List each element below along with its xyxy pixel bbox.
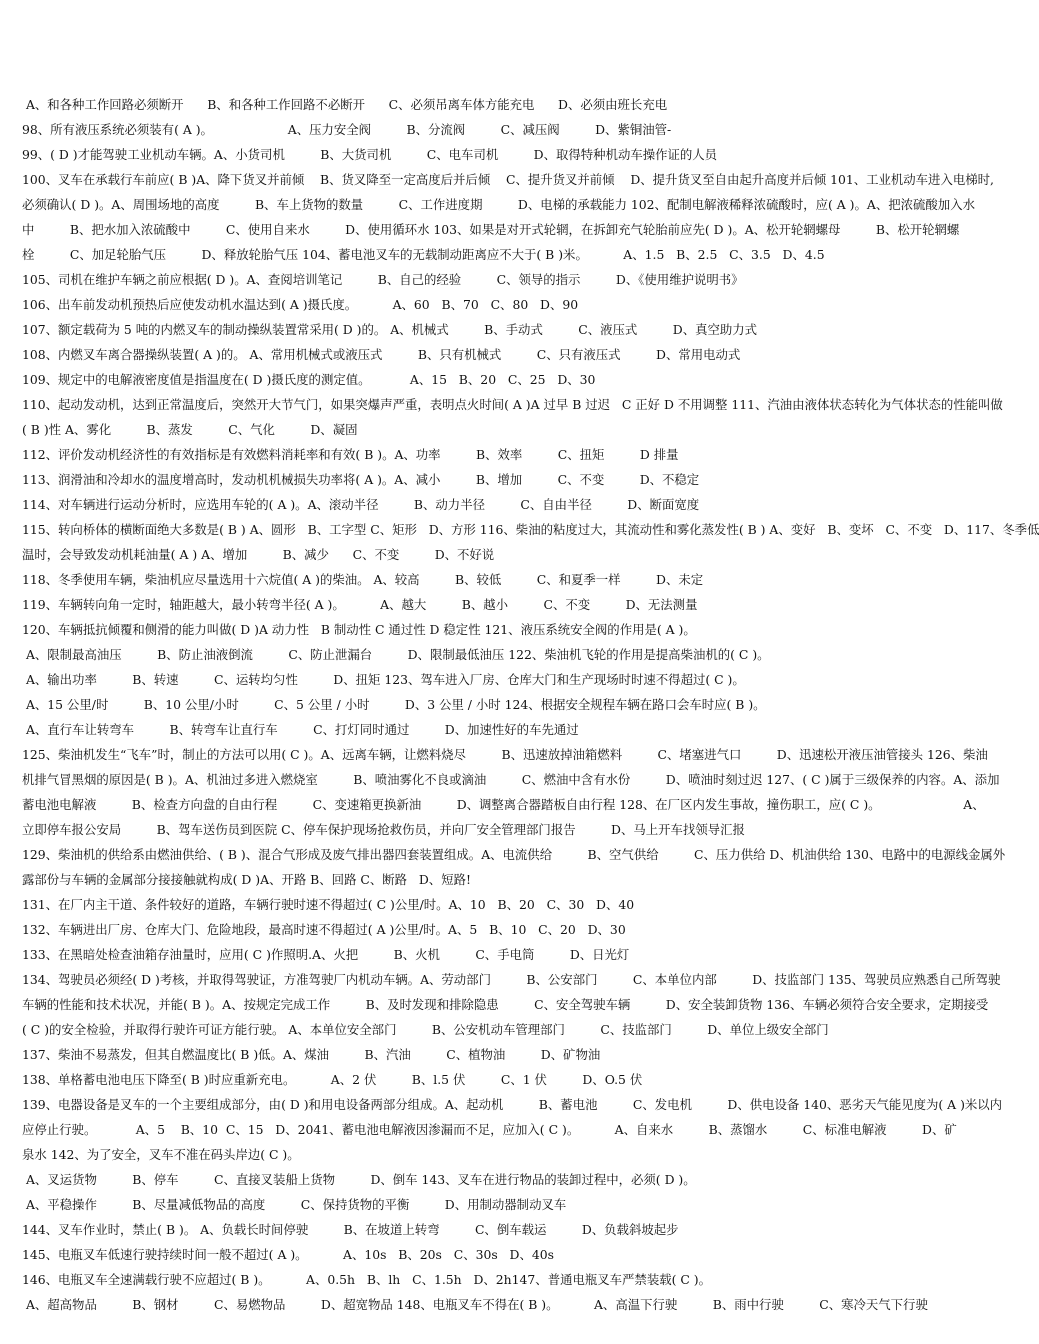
text-line: 露部份与车辆的金属部分接接触就构成( D )A、开路 B、回路 C、断路 D、短路! [22,872,471,887]
text-line: 133、在黑暗处检查油箱存油量时，应用( C )作照明.A、火把 B、火机 C、手电筒 D、日光灯 [22,947,630,962]
text-line: 车辆的性能和技术状况，并能( B )。A、按规定完成工作 B、及时发现和排除隐患 C、安全驾驶车辆 D、安全装卸货物 136、车辆必须符合安全要求，定期接受 [22,997,989,1012]
text-line: 146、电瓶叉车全速满载行驶不应超过( B )。 A、0.5h B、lh C、1.5h D、2h147、普通电瓶叉车严禁装载( C )。 [22,1272,712,1287]
text-line: 112、评价发动机经济性的有效指标是有效燃料消耗率和有效( B )。A、功率 B、效率 C、扭矩 D 排量 [22,447,679,462]
text-line: A、限制最高油压 B、防止油液倒流 C、防止泄漏台 D、限制最低油压 122、柴油机飞轮的作用是提高柴油机的( C )。 [22,647,770,662]
text-line: A、和各种工作回路必须断开 B、和各种工作回路不必断开 C、必须吊离车体方能充电 D、必须由班长充电 [22,97,668,112]
text-line: 115、转向桥体的横断面绝大多数是( B ) A、圆形 B、工字型 C、矩形 D、方形 116、柴油的粘度过大，其流动性和雾化蒸发性( B ) A、变好 B、变坏 C、不变 D、117、冬季低 [22,522,1039,537]
text-line: ( C )的安全检验，并取得行驶许可证方能行驶。 A、本单位安全部门 B、公安机动车管理部门 C、技监部门 D、单位上级安全部门 [22,1022,829,1037]
text-line: 113、润滑油和冷却水的温度增高时，发动机机械损失功率将( A )。A、减小 B、增加 C、不变 D、不稳定 [22,472,700,487]
text-line: 125、柴油机发生“飞车”时，制止的方法可以用( C )。A、远离车辆，让燃料烧尽 B、迅速放掉油箱燃料 C、堵塞进气口 D、迅速松开液压油管接头 126、柴油 [22,747,988,762]
text-line: 107、额定载荷为 5 吨的内燃叉车的制动操纵装置常采用( D )的。 A、机械式 B、手动式 C、液压式 D、真空助力式 [22,322,758,337]
text-line: 131、在厂内主干道、条件较好的道路，车辆行驶时速不得超过( C )公里/时。A、10 B、20 C、30 D、40 [22,897,635,912]
text-line: 134、驾驶员必须经( D )考核，并取得驾驶证，方准驾驶厂内机动车辆。A、劳动部门 B、公安部门 C、本单位内部 D、技监部门 135、驾驶员应熟悉自己所驾驶 [22,972,1001,987]
text-line: 114、对车辆进行运动分析时，应选用车轮的( A )。A、滚动半径 B、动力半径 C、自由半径 D、断面宽度 [22,497,700,512]
text-line: 138、单格蓄电池电压下降至( B )时应重新充电。 A、2 伏 B、l.5 伏 C、1 伏 D、O.5 伏 [22,1072,643,1087]
text-line: A、直行车让转弯车 B、转弯车让直行车 C、打灯同时通过 D、加速性好的车先通过 [22,722,579,737]
text-line: A、平稳操作 B、尽量减低物品的高度 C、保持货物的平衡 D、用制动器制动叉车 [22,1197,567,1212]
text-line: A、叉运货物 B、停车 C、直接叉装船上货物 D、倒车 143、叉车在进行物品的装卸过程中，必须( D )。 [22,1172,696,1187]
document-page [22,92,1039,1317]
text-line: 105、司机在维护车辆之前应根据( D )。A、查阅培训笔记 B、自己的经验 C、领导的指示 D、《使用维护说明书》 [22,272,744,287]
text-line: 栓 C、加足轮胎气压 D、释放轮胎气压 104、蓄电池叉车的无载制动距离应不大于( B )米。 A、1.5 B、2.5 C、3.5 D、4.5 [22,247,825,262]
text-line: 129、柴油机的供给系由燃油供给、( B )、混合气形成及废气排出器四套装置组成。A、电流供给 B、空气供给 C、压力供给 D、机油供给 130、电路中的电源线金属外 [22,847,1006,862]
text-line: 泉水 142、为了安全，叉车不准在码头岸边( C )。 [22,1147,300,1162]
text-line: 118、冬季使用车辆，柴油机应尽量选用十六烷值( A )的柴油。 A、较高 B、较低 C、和夏季一样 D、未定 [22,572,704,587]
text-line: 139、电器设备是叉车的一个主要组成部分，由( D )和用电设备两部分组成。A、起动机 B、蓄电池 C、发电机 D、供电设备 140、恶劣天气能见度为( A )米以内 [22,1097,1003,1112]
text-line: 98、所有液压系统必须装有( A )。 A、压力安全阀 B、分流阀 C、减压阀 D、紫铜油管- [22,122,672,137]
text-line: 100、叉车在承载行车前应( B )A、降下货叉并前倾 B、货叉降至一定高度后并后倾 C、提升货叉并前倾 D、提升货叉至自由起升高度并后倾 101、工业机动车进入电梯时, [22,172,994,187]
text-line: ( B )性 A、雾化 B、蒸发 C、气化 D、凝固 [22,422,358,437]
text-line: 137、柴油不易蒸发，但其自燃温度比( B )低。A、煤油 B、汽油 C、植物油 D、矿物油 [22,1047,601,1062]
text-line: 108、内燃叉车离合器操纵装置( A )的。 A、常用机械式或液压式 B、只有机械式 C、只有液压式 D、常用电动式 [22,347,741,362]
text-line: 109、规定中的电解液密度值是指温度在( D )摄氏度的测定值。 A、15 B、20 C、25 D、30 [22,372,596,387]
text-line: 110、起动发动机，达到正常温度后，突然开大节气门，如果突爆声严重，表明点火时间( A )A 过早 B 过迟 C 正好 D 不用调整 111、汽油由液体状态转化为气体状态的性能叫做 [22,397,1003,412]
text-line: 应停止行驶。 A、5 B、10 C、15 D、2041、蓄电池电解液因渗漏而不足，应加入( C )。 A、自来水 B、蒸馏水 C、标准电解液 D、矿 [22,1122,957,1137]
text-line: A、输出功率 B、转速 C、运转均匀性 D、扭矩 123、驾车进入厂房、仓库大门和生产现场时时速不得超过( C )。 [22,672,745,687]
text-line: 144、叉车作业时，禁止( B )。 A、负载长时间停驶 B、在坡道上转弯 C、倒车载运 D、负载斜坡起步 [22,1222,679,1237]
text-line: 中 B、把水加入浓硫酸中 C、使用自来水 D、使用循环水 103、如果是对开式轮辋，在拆卸充气轮胎前应先( D )。A、松开轮辋螺母 B、松开轮辋螺 [22,222,960,237]
text-line: 99、( D )才能驾驶工业机动车辆。A、小货司机 B、大货司机 C、电车司机 D、取得特种机动车操作证的人员 [22,147,718,162]
text-line: 145、电瓶叉车低速行驶持续时间一般不超过( A )。 A、10s B、20s C、30s D、40s [22,1247,554,1262]
text-line: 120、车辆抵抗倾覆和侧滑的能力叫做( D )A 动力性 B 制动性 C 通过性 D 稳定性 121、液压系统安全阀的作用是( A )。 [22,622,696,637]
text-line: A、超高物品 B、钢材 C、易燃物品 D、超宽物品 148、电瓶叉车不得在( B )。 A、高温下行驶 B、雨中行驶 C、寒冷天气下行驶 [22,1297,928,1312]
text-line: 温时，会导致发动机耗油量( A ) A、增加 B、减少 C、不变 D、不好说 [22,547,495,562]
text-line: 立即停车报公安局 B、驾车送伤员到医院 C、停车保护现场抢救伤员，并向厂安全管理部门报告 D、马上开车找领导汇报 [22,822,745,837]
text-line: 132、车辆进出厂房、仓库大门、危险地段，最高时速不得超过( A )公里/时。A、5 B、10 C、20 D、30 [22,922,626,937]
text-line: 必须确认( D )。A、周围场地的高度 B、车上货物的数量 C、工作进度期 D、电梯的承载能力 102、配制电解液稀释浓硫酸时，应( A )。A、把浓硫酸加入水 [22,197,975,212]
text-line: 106、出车前发动机预热后应使发动机水温达到( A )摄氏度。 A、60 B、70 C、80 D、90 [22,297,579,312]
text-line: A、15 公里/时 B、10 公里/小时 C、5 公里 / 小时 D、3 公里 / 小时 124、根据安全规程车辆在路口会车时应( B )。 [22,697,766,712]
text-line: 119、车辆转向角一定时，轴距越大，最小转弯半径( A )。 A、越大 B、越小 C、不变 D、无法测量 [22,597,698,612]
text-line: 机排气冒黑烟的原因是( B )。A、机油过多进入燃烧室 B、喷油雾化不良或滴油 C、燃油中含有水份 D、喷油时刻过迟 127、( C )属于三级保养的内容。A、添加 [22,772,1000,787]
text-line: 蓄电池电解液 B、检查方向盘的自由行程 C、变速箱更换新油 D、调整离合器踏板自由行程 128、在厂区内发生事故，撞伤职工，应( C )。 A、 [22,797,985,812]
